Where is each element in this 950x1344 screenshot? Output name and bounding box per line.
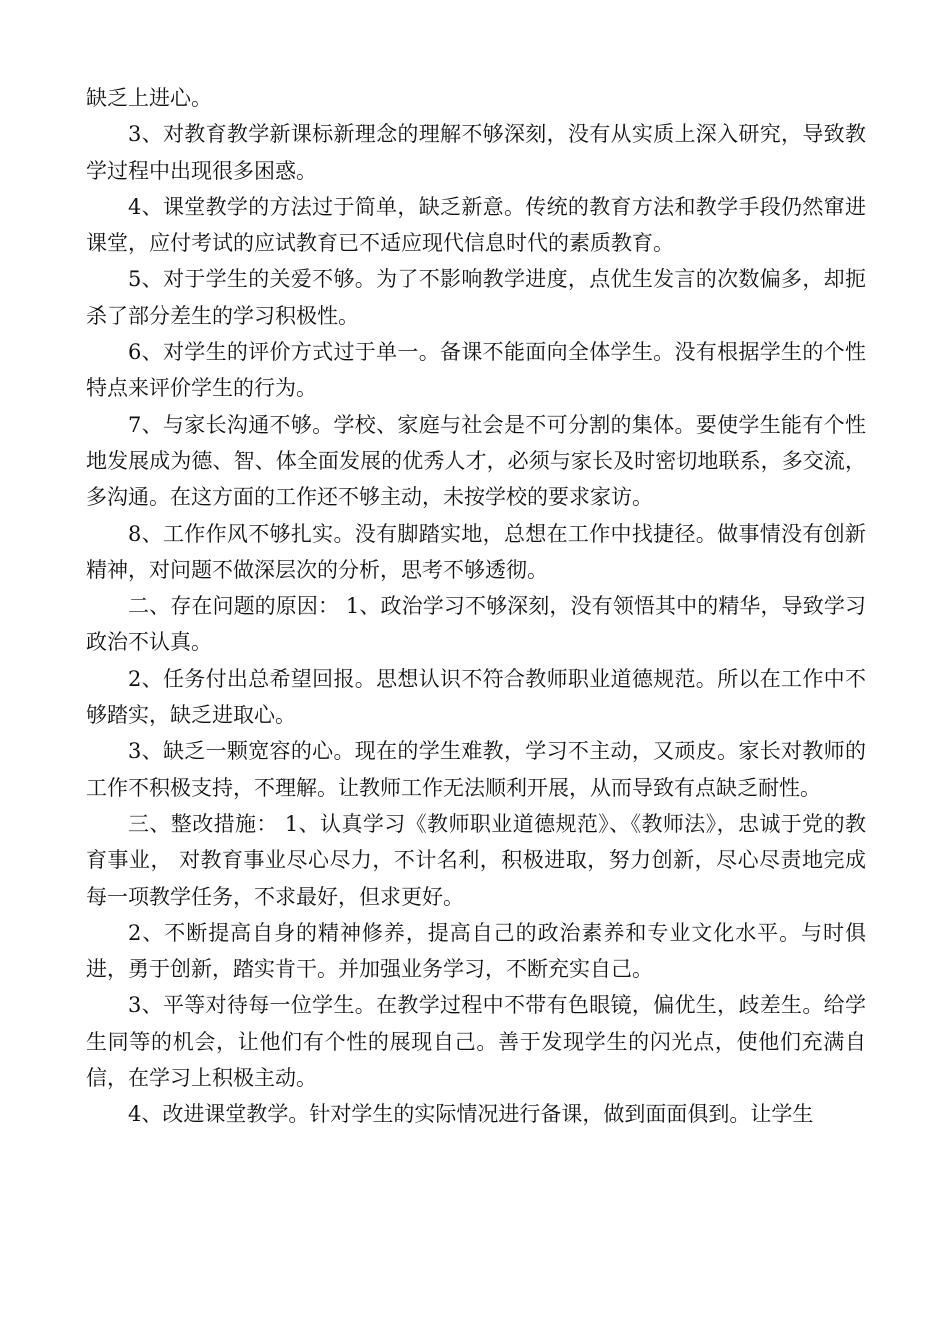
document-page: [86, 80, 866, 1133]
paragraph-problem-5: 5、对于学生的关爱不够。为了不影响教学进度，点优生发言的次数偏多，却扼杀了部分差生的学习积极性。: [86, 267, 866, 328]
paragraph-measure-2: 2、不断提高自身的精神修养，提高自己的政治素养和专业文化水平。与时俱进，勇于创新，踏实肯干。并加强业务学习，不断充实自己。: [86, 920, 866, 982]
paragraph-problem-3: 3、对教育教学新课标新理念的理解不够深刻，没有从实质上深入研究，导致教学过程中出现很多困惑。: [86, 122, 866, 183]
paragraph-problem-7: 7、与家长沟通不够。学校、家庭与社会是不可分割的集体。要使学生能有个性地发展成为德、智、体全面发展的优秀人才，必须与家长及时密切地联系，多交流，多沟通。在这方面的工作还不够主动，未按学校的要求家访。: [86, 412, 866, 510]
paragraph-measure-4: 4、改进课堂教学。针对学生的实际情况进行备课，做到面面俱到。让学生: [128, 1102, 814, 1127]
paragraph-causes-heading: 二、存在问题的原因： 1、政治学习不够深刻，没有领悟其中的精华，导致学习政治不认真。: [86, 594, 866, 655]
paragraph-problem-8: 8、工作作风不够扎实。没有脚踏实地，总想在工作中找捷径。做事情没有创新精神，对问题不做深层次的分析，思考不够透彻。: [86, 521, 866, 582]
paragraph-problem-4: 4、课堂教学的方法过于简单，缺乏新意。传统的教育方法和教学手段仍然窜进课堂，应付考试的应试教育已不适应现代信息时代的素质教育。: [86, 194, 866, 256]
paragraph-cause-2: 2、任务付出总希望回报。思想认识不符合教师职业道德规范。所以在工作中不够踏实，缺乏进取心。: [86, 666, 866, 728]
paragraph-continuation: 缺乏上进心。: [86, 86, 212, 110]
paragraph-measures-heading: 三、整改措施： 1、认真学习《教师职业道德规范》、《教师法》，忠诚于党的教育事业， 对教育事业尽心尽力，不计名利，积极进取，努力创新，尽心尽责地完成每一项教学任务，不求最好，但求更好。: [86, 811, 866, 909]
paragraph-cause-3: 3、缺乏一颗宽容的心。现在的学生难教，学习不主动，又顽皮。家长对教师的工作不积极支持，不理解。让教师工作无法顺利开展，从而导致有点缺乏耐性。: [86, 739, 866, 800]
paragraph-measure-3: 3、平等对待每一位学生。在教学过程中不带有色眼镜，偏优生，歧差生。给学生同等的机会，让他们有个性的展现自己。善于发现学生的闪光点，使他们充满自信，在学习上积极主动。: [86, 993, 866, 1091]
paragraph-problem-6: 6、对学生的评价方式过于单一。备课不能面向全体学生。没有根据学生的个性特点来评价学生的行为。: [86, 340, 866, 401]
